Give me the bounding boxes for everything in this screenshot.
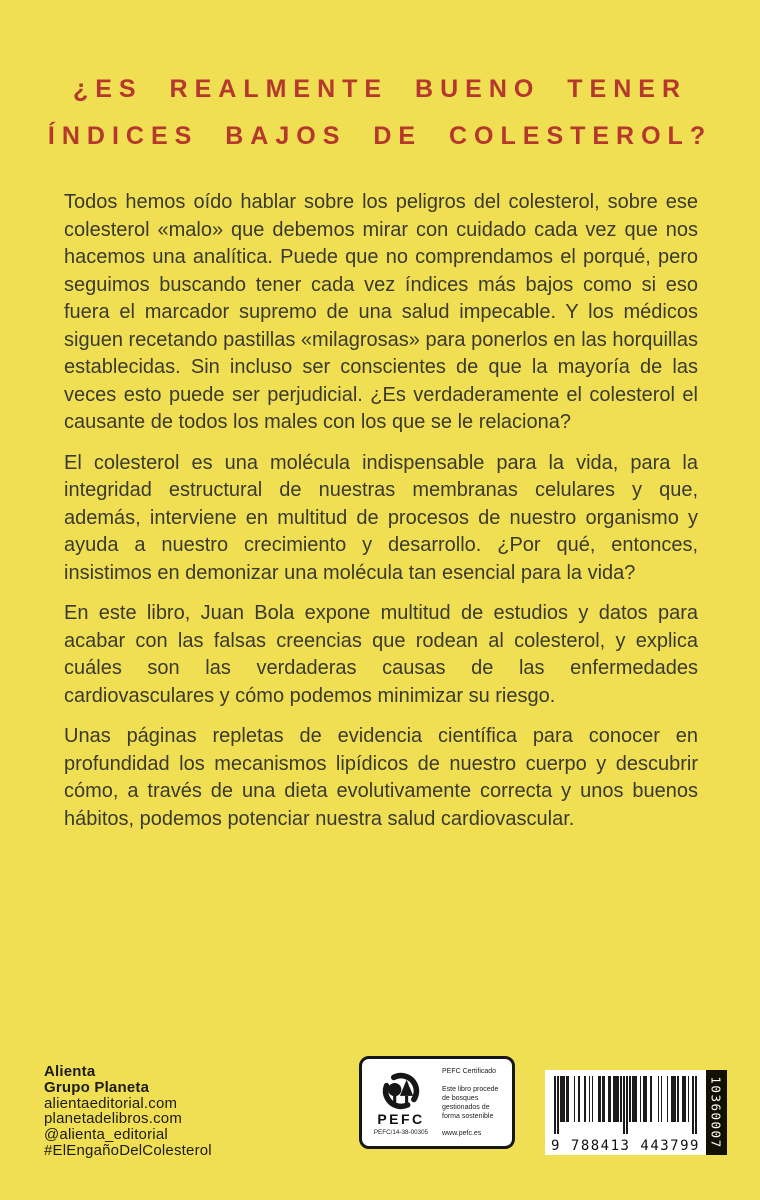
publisher-website-2: planetadelibros.com [44, 1110, 183, 1128]
pefc-logo-column [362, 1059, 436, 1146]
publisher-hashtag: #ElEngañoDelColesterol [44, 1141, 212, 1159]
cover-title-line-2: ÍNDICES BAJOS DE COLESTEROL? [47, 122, 713, 150]
cover-title-line-1: ¿ES REALMENTE BUENO TENER [72, 75, 688, 103]
back-cover-blurb [64, 189, 698, 846]
publisher-block [44, 1064, 212, 1159]
pefc-license-code: PEFC/14-38-00305 [373, 1128, 429, 1136]
pefc-text-column [436, 1059, 512, 1146]
barcode [545, 1070, 706, 1155]
pefc-certified-label: PEFC Certificado [442, 1068, 497, 1075]
publisher-website-1: alientaeditorial.com [44, 1094, 178, 1112]
barcode-side-code: 10360007 [709, 1076, 724, 1149]
blurb-paragraph-2: El colesterol es una molécula indispensable para la vida, para la integridad estructural de nuestras membranas celulares y que, además, interviene en multitud de procesos de nuestro organismo y ayuda a nuestro crecimiento y desarrollo. ¿Por qué, entonces, insistimos en demonizar una molécula tan esencial para la vida? [64, 451, 698, 584]
pefc-url: www.pefc.es [442, 1130, 482, 1137]
isbn-number: 9 788413 443799 [551, 1138, 700, 1154]
blurb-paragraph-1: Todos hemos oído hablar sobre los peligros del colesterol, sobre ese colesterol «malo» que debemos mirar con cuidado cada vez que nos hacemos una analítica. Puede que no comprendamos el porqué, pero seguimos buscando tener cada vez índices más bajos como si eso fuera el marcador supremo de una salud impecable. Y los médicos siguen recetando pastillas «milagrosas» para ponerlos en las horquillas establecidas. Sin incluso ser conscientes de que la mayoría de las veces esto puede ser perjudicial. ¿Es verdaderamente el colesterol el causante de todos los males con los que se le relaciona? [64, 191, 698, 433]
pefc-wordmark: PEFC [377, 1110, 425, 1127]
publisher-brand: Alienta [44, 1063, 96, 1080]
blurb-paragraph-3: En este libro, Juan Bola expone multitud de estudios y datos para acabar con las falsas creencias que rodean al colesterol, y explica cuáles son las verdaderas causas de las enfermedades cardiovasculares y cómo podemos minimizar su riesgo. [64, 602, 698, 707]
barcode-bars [554, 1076, 697, 1134]
pefc-trees-icon [380, 1071, 422, 1111]
cover-title [18, 66, 742, 160]
blurb-paragraph-4: Unas páginas repletas de evidencia científica para conocer en profundidad los mecanismos lipídicos de nuestro cuerpo y descubrir cómo, a través de una dieta evolutivamente correcta y unos buenos hábitos, podemos potenciar nuestra salud cardiovascular. [64, 725, 698, 830]
barcode-block [545, 1070, 727, 1155]
pefc-claim-text: Este libro procede de bosques gestionados de forma sostenible [442, 1085, 499, 1120]
publisher-group: Grupo Planeta [44, 1078, 150, 1096]
barcode-side-strip [706, 1070, 727, 1155]
pefc-certification-label [359, 1056, 515, 1149]
publisher-social-handle: @alienta_editorial [44, 1126, 168, 1144]
